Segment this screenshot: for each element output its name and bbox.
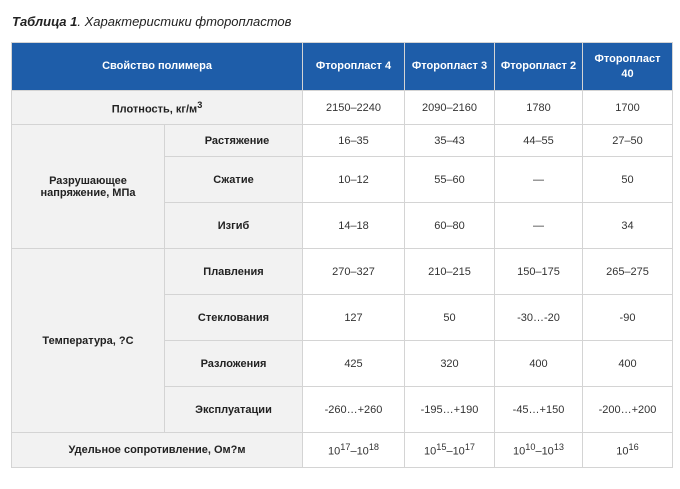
cell: -90 (583, 295, 673, 341)
cell: 10–12 (303, 157, 405, 203)
row-label-density: Плотность, $кг/м^3$ (12, 91, 303, 125)
cell: -45…+150 (495, 387, 583, 433)
sub-label: Эксплуатации (165, 387, 303, 433)
row-label-resistivity: Удельное сопротивление, Ом?м (12, 433, 303, 468)
table-row-melting (12, 249, 673, 295)
group-label-temperature: Температура, ?С (12, 249, 165, 433)
header-f2: Фторопласт 2 (495, 43, 583, 91)
sub-label: Плавления (165, 249, 303, 295)
cell: — (495, 157, 583, 203)
cell: 50 (583, 157, 673, 203)
fluoroplastics-table (11, 42, 673, 468)
cell: 265–275 (583, 249, 673, 295)
cell: 50 (405, 295, 495, 341)
cell: 44–55 (495, 125, 583, 157)
header-f4: Фторопласт 4 (303, 43, 405, 91)
header-row (12, 43, 673, 91)
cell: 55–60 (405, 157, 495, 203)
cell: — (495, 203, 583, 249)
cell: 127 (303, 295, 405, 341)
cell: 14–18 (303, 203, 405, 249)
cell: 34 (583, 203, 673, 249)
sub-label: Растяжение (165, 125, 303, 157)
cell: 27–50 (583, 125, 673, 157)
cell: -30…-20 (495, 295, 583, 341)
table-row-resistivity (12, 433, 673, 468)
sub-label: Сжатие (165, 157, 303, 203)
sub-label: Стеклования (165, 295, 303, 341)
cell: 16–35 (303, 125, 405, 157)
header-f3: Фторопласт 3 (405, 43, 495, 91)
cell: $10^{17}-10^{18}$ (303, 433, 405, 468)
cell: $10^{15}-10^{17}$ (405, 433, 495, 468)
header-property: Свойство полимера (12, 43, 303, 91)
cell: 425 (303, 341, 405, 387)
cell: 1700 (583, 91, 673, 125)
cell: -260…+260 (303, 387, 405, 433)
table-caption (12, 14, 291, 29)
sub-label: Разложения (165, 341, 303, 387)
cell: 270–327 (303, 249, 405, 295)
cell: 2090–2160 (405, 91, 495, 125)
header-f40: Фторопласт 40 (583, 43, 673, 91)
cell: -200…+200 (583, 387, 673, 433)
cell: -195…+190 (405, 387, 495, 433)
cell: 320 (405, 341, 495, 387)
caption-label: Таблица 1 (12, 14, 78, 29)
cell: 2150–2240 (303, 91, 405, 125)
group-label-stress: Разрушающее напряжение, МПа (12, 125, 165, 249)
cell: 210–215 (405, 249, 495, 295)
sub-label: Изгиб (165, 203, 303, 249)
table-row-tension (12, 125, 673, 157)
table-row-density (12, 91, 673, 125)
cell: 35–43 (405, 125, 495, 157)
cell: 60–80 (405, 203, 495, 249)
cell: 1780 (495, 91, 583, 125)
cell: $10^{16}$ (583, 433, 673, 468)
cell: 400 (583, 341, 673, 387)
caption-text: . Характеристики фторопластов (77, 14, 292, 29)
cell: 150–175 (495, 249, 583, 295)
cell: $10^{10}-10^{13}$ (495, 433, 583, 468)
cell: 400 (495, 341, 583, 387)
